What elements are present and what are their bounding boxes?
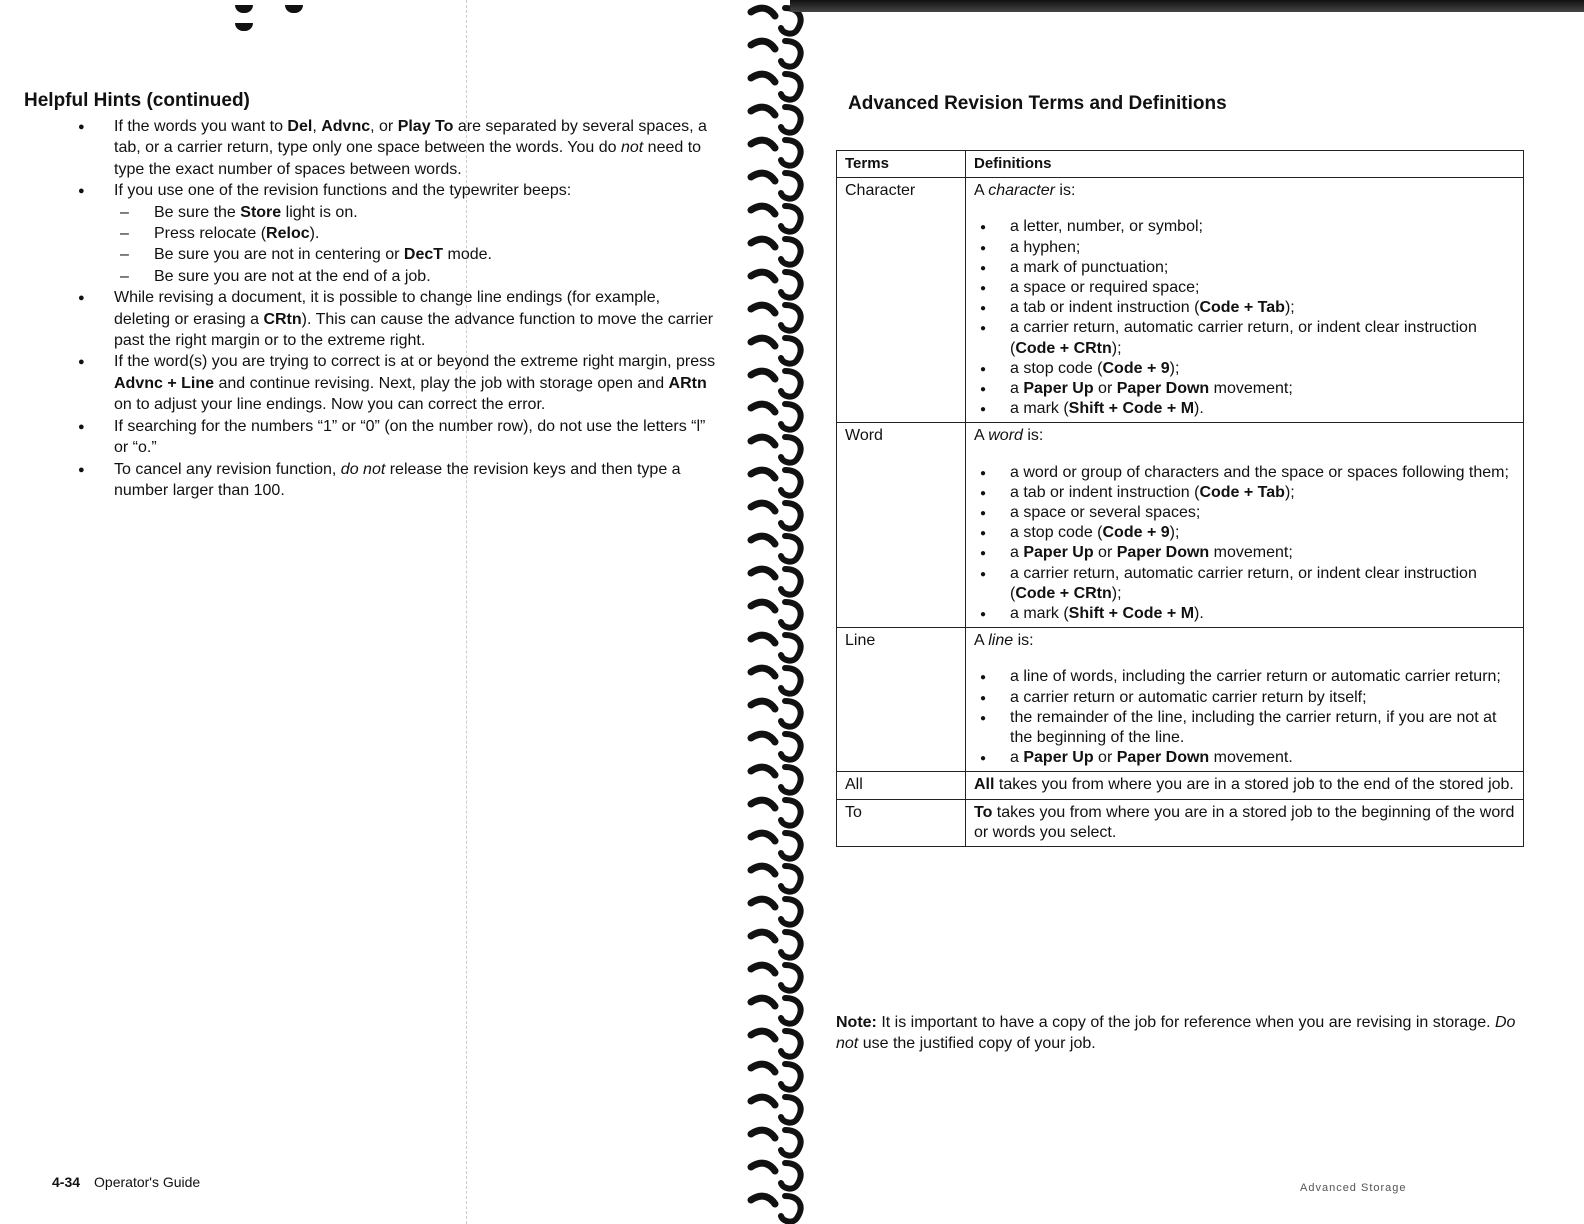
term-cell: Word (837, 423, 966, 628)
bold-term: Shift + Code + M (1068, 605, 1195, 623)
definition-item (974, 483, 1515, 503)
hint-item (70, 416, 720, 459)
text-run: are separated by several spaces, a tab, or a carrier return, type only one space between the words. You do (114, 118, 707, 157)
bold-term: Paper Down (1116, 544, 1210, 562)
spiral-coil (751, 866, 801, 892)
definition-list (974, 463, 1515, 625)
spiral-coil (751, 1163, 801, 1189)
col-definitions-header: Definitions (966, 151, 1524, 178)
emphasis-text: line (988, 632, 1014, 650)
emphasis-text: not (620, 139, 644, 157)
text-run: a letter, number, or symbol; (1010, 218, 1203, 236)
spiral-coil (751, 800, 801, 826)
spiral-coil (751, 899, 801, 925)
spiral-coil (751, 1031, 801, 1057)
bold-term: Play To (397, 118, 454, 135)
spiral-coil (751, 1130, 801, 1156)
definition-item (974, 258, 1515, 278)
text-run: To cancel any revision function, (114, 460, 341, 478)
text-run: or (1093, 749, 1117, 767)
footer-title: Operator's Guide (94, 1174, 201, 1190)
bold-term: Code + 9 (1102, 359, 1170, 377)
spiral-coil (751, 74, 801, 100)
spiral-coil (751, 206, 801, 232)
spiral-binding (745, 0, 825, 1224)
text-run: ); (1169, 359, 1180, 377)
hint-subitem (114, 202, 720, 223)
note-text (836, 1012, 1526, 1054)
definition-cell (966, 423, 1524, 628)
text-run: the remainder of the line, including the carrier return, if you are not at the beginning of the line. (1010, 708, 1497, 747)
spiral-coil (751, 734, 801, 760)
text-run: use the justified copy of your job. (858, 1035, 1096, 1052)
bold-term: Code + Tab (1199, 299, 1285, 317)
term-cell: To (837, 799, 966, 846)
bold-term: Code + 9 (1102, 524, 1170, 542)
bold-term: Advnc (321, 118, 371, 135)
hint-subitem (114, 266, 720, 287)
definition-item (974, 503, 1515, 523)
definition-item (974, 604, 1515, 624)
bold-term: CRtn (263, 310, 302, 328)
table-header-row (837, 151, 1524, 178)
hint-subitem (114, 223, 720, 244)
text-run: a line of words, including the carrier return or automatic carrier return; (1010, 668, 1501, 686)
text-run: or (1093, 544, 1117, 562)
definition-cell (966, 772, 1524, 799)
spiral-coil (751, 602, 801, 628)
text-run: and continue revising. Next, play the job with storage open and (214, 374, 669, 392)
text-run: ); (1111, 339, 1122, 357)
text-run: is: (1054, 182, 1076, 200)
definition-item (974, 543, 1515, 563)
spiral-coil (751, 41, 801, 67)
emphasis-text: character (988, 182, 1055, 200)
left-footer (52, 1174, 200, 1190)
definition-item (974, 564, 1515, 604)
term-cell: Character (837, 178, 966, 423)
definition-intro (974, 181, 1515, 201)
definition-item (974, 748, 1515, 768)
helpful-hints-heading (24, 90, 250, 112)
text-run: a tab or indent instruction ( (1010, 483, 1200, 501)
bold-term: Code + CRtn (1015, 584, 1112, 602)
text-run: movement. (1209, 749, 1293, 767)
text-run: a hyphen; (1010, 238, 1081, 256)
spiral-coil (751, 833, 801, 859)
definition-cell (966, 178, 1524, 423)
text-run: light is on. (281, 203, 358, 221)
definition-item (974, 463, 1515, 483)
definition-item (974, 238, 1515, 258)
spiral-coil (751, 536, 801, 562)
text-run: a stop code ( (1010, 524, 1103, 542)
bold-term: DecT (403, 246, 444, 264)
text-run: a mark ( (1010, 400, 1069, 418)
text-run: , or (370, 118, 398, 135)
bold-term: Code + Tab (1199, 483, 1285, 501)
bold-term: To (974, 803, 993, 821)
text-run: is: (1022, 427, 1044, 445)
text-run: ); (1284, 483, 1295, 501)
spiral-coil (751, 1064, 801, 1090)
text-run: ); (1169, 524, 1180, 542)
bold-term: Code + CRtn (1015, 339, 1112, 357)
hints-list (70, 116, 720, 501)
hint-subitem (114, 244, 720, 265)
page-number: 4-34 (52, 1174, 81, 1190)
spiral-coil (751, 932, 801, 958)
definition-item (974, 278, 1515, 298)
text-run: a stop code ( (1010, 359, 1103, 377)
bold-term: Paper Up (1023, 380, 1094, 398)
text-run: a space or required space; (1010, 279, 1200, 297)
bold-term: Store (240, 203, 282, 221)
hint-item (70, 459, 720, 502)
definition-item (974, 399, 1515, 419)
hint-sublist (114, 202, 720, 288)
text-run: ). (309, 225, 320, 243)
right-page-top-edge (790, 0, 1584, 12)
spiral-coil (751, 107, 801, 133)
spiral-coil (751, 668, 801, 694)
text-run: Be sure the (154, 203, 241, 221)
spiral-coil (751, 470, 801, 496)
bold-term: Paper Up (1023, 544, 1094, 562)
spiral-coil (751, 404, 801, 430)
spiral-coil (751, 569, 801, 595)
spiral-coil (751, 1097, 801, 1123)
definition-item (974, 708, 1515, 748)
text-run: a (1010, 749, 1024, 767)
text-run: a (1010, 544, 1024, 562)
definition-item (974, 318, 1515, 358)
text-run: takes you from where you are in a stored job to the beginning of the word or words you select. (974, 803, 1515, 841)
hint-item (70, 351, 720, 415)
text-run: on to adjust your line endings. Now you can correct the error. (114, 396, 546, 414)
hint-item (70, 180, 720, 287)
spiral-coil (751, 239, 801, 265)
text-run: need to type the exact number of spaces between words. (114, 139, 702, 178)
spiral-coil (751, 305, 801, 331)
text-run: It is important to have a copy of the job for reference when you are revising in storage. (876, 1014, 1495, 1031)
definition-cell (966, 628, 1524, 772)
emphasis-text: Do not (836, 1014, 1516, 1052)
left-page (0, 0, 740, 1224)
text-run: ). (1194, 605, 1204, 623)
spiral-coil (751, 371, 801, 397)
definition-list (974, 217, 1515, 419)
definition-item (974, 217, 1515, 237)
text-run: takes you from where you are in a stored job to the end of the stored job. (994, 776, 1514, 794)
hint-item (70, 287, 720, 351)
table-row (837, 178, 1524, 423)
advanced-terms-heading: Advanced Revision Terms and Definitions (848, 93, 1227, 114)
definition-item (974, 298, 1515, 318)
definition-item (974, 359, 1515, 379)
text-run: a carrier return, automatic carrier return, or indent clear instruction ( (1010, 319, 1477, 357)
text-run: Press relocate ( (154, 225, 267, 243)
spiral-coil (751, 272, 801, 298)
spiral-coil (751, 1196, 801, 1222)
table-row (837, 628, 1524, 772)
table-row (837, 799, 1524, 846)
spiral-coil (751, 437, 801, 463)
spiral-coil (751, 338, 801, 364)
text-run: a mark of punctuation; (1010, 258, 1169, 276)
definition-item (974, 688, 1515, 708)
bold-term: Paper Down (1116, 749, 1210, 767)
definition-intro (974, 631, 1515, 651)
text-run: a mark ( (1010, 605, 1069, 623)
text-run: release the revision keys and then type a number larger than 100. (114, 460, 681, 499)
hint-item (70, 116, 720, 180)
table-row (837, 772, 1524, 799)
bold-term: Paper Down (1116, 380, 1210, 398)
col-terms-header: Terms (837, 151, 966, 178)
text-run: a word or group of characters and the space or spaces following them; (1010, 463, 1509, 481)
definition-item (974, 523, 1515, 543)
heading-main: Helpful Hints (24, 90, 142, 111)
bold-term: Del (287, 118, 313, 135)
text-run: A (974, 182, 989, 200)
text-run: ); (1111, 584, 1122, 602)
text-run: ). This can cause the advance function to move the carrier past the right margin or to the extreme right. (114, 310, 714, 350)
definition-list (974, 667, 1515, 768)
text-run: If you use one of the revision functions and the typewriter beeps: (114, 182, 572, 200)
text-run: ); (1284, 299, 1295, 317)
bold-term: Note: (836, 1014, 877, 1031)
emphasis-text: word (988, 427, 1023, 445)
text-run: ). (1194, 400, 1204, 418)
text-run: a tab or indent instruction ( (1010, 299, 1200, 317)
definition-intro (974, 426, 1515, 446)
text-run: A (974, 427, 989, 445)
right-footer-cut: Advanced Storage (1300, 1182, 1407, 1194)
text-run: If the word(s) you are trying to correct is at or beyond the extreme right margin, press (114, 353, 716, 371)
spiral-coil (751, 503, 801, 529)
bold-term: Reloc (266, 225, 310, 243)
text-run: a carrier return, automatic carrier return, or indent clear instruction ( (1010, 564, 1477, 602)
text-run: or (1093, 380, 1117, 398)
text-run: Be sure you are not at the end of a job. (154, 267, 431, 285)
text-run: a space or several spaces; (1010, 504, 1201, 522)
bold-term: Advnc + Line (114, 374, 215, 392)
text-run: If searching for the numbers “1” or “0” (on the number row), do not use the letters “l” or “o.” (114, 417, 706, 457)
text-run: mode. (443, 246, 492, 264)
term-cell: Line (837, 628, 966, 772)
text-run: a carrier return or automatic carrier return by itself; (1010, 688, 1367, 706)
terms-table (836, 150, 1524, 847)
spiral-coil (751, 635, 801, 661)
text-run: If the words you want to (114, 118, 288, 135)
spiral-coil (751, 701, 801, 727)
text-run: , (312, 118, 322, 135)
text-run: While revising a document, it is possible to change line endings (for example, deleting or erasing a (114, 289, 661, 328)
bold-term: Paper Up (1023, 749, 1094, 767)
definition-item (974, 379, 1515, 399)
spiral-coil (751, 998, 801, 1024)
term-cell: All (837, 772, 966, 799)
definition-cell (966, 799, 1524, 846)
text-run: movement; (1209, 380, 1293, 398)
spiral-coil (751, 767, 801, 793)
bold-term: ARtn (668, 374, 707, 392)
bold-term: All (974, 776, 995, 794)
text-run: is: (1013, 632, 1034, 650)
definition-item (974, 667, 1515, 687)
text-run: A (974, 632, 989, 650)
heading-suffix: (continued) (141, 90, 250, 111)
bold-term: Shift + Code + M (1068, 400, 1195, 418)
text-run: movement; (1209, 544, 1293, 562)
emphasis-text: do not (340, 460, 386, 478)
text-run: Be sure you are not in centering or (154, 246, 404, 264)
spiral-coil (751, 965, 801, 991)
spiral-coil (751, 140, 801, 166)
text-run: a (1010, 380, 1024, 398)
table-row (837, 423, 1524, 628)
spiral-coil (751, 173, 801, 199)
